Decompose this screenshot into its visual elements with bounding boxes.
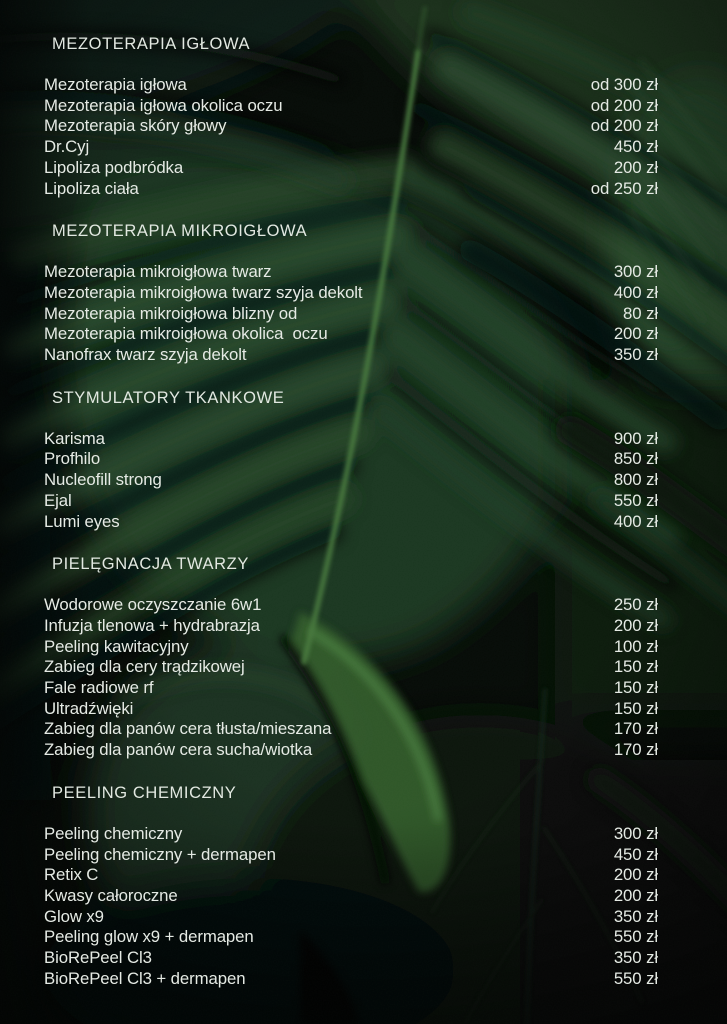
service-price: 200 zł (613, 324, 658, 344)
service-price: 200 zł (613, 885, 658, 905)
service-name: Fale radiowe rf (44, 678, 154, 698)
service-name: Peeling chemiczny + dermapen (44, 844, 276, 864)
price-row (44, 969, 658, 990)
price-row (44, 699, 658, 720)
service-price: od 200 zł (590, 116, 658, 136)
service-name: Mezoterapia igłowa (44, 75, 187, 94)
section-mezoterapia-mikroiglowa (44, 221, 658, 366)
price-row (44, 304, 658, 325)
service-name: Lipoliza ciała (44, 178, 139, 198)
service-price: 200 zł (613, 157, 658, 177)
price-row (44, 158, 658, 179)
service-name: Zabieg dla panów cera sucha/wiotka (44, 740, 313, 760)
price-row (44, 470, 658, 491)
price-row (44, 616, 658, 637)
section-title: MEZOTERAPIA IGŁOWA (52, 35, 251, 53)
price-row (44, 927, 658, 948)
service-price: 350 zł (613, 345, 658, 365)
service-price: 200 zł (613, 615, 658, 635)
price-row (44, 678, 658, 699)
section-stymulatory-tkankowe (44, 388, 658, 533)
price-row (44, 137, 658, 158)
price-row (44, 449, 658, 470)
section-title: MEZOTERAPIA MIKROIGŁOWA (52, 222, 308, 241)
service-price: od 200 zł (590, 95, 658, 115)
service-price: 350 zł (613, 948, 658, 968)
service-name: Zabieg dla panów cera tłusta/mieszana (44, 719, 332, 739)
price-row (44, 324, 658, 345)
service-price: 400 zł (613, 282, 658, 302)
service-price: 800 zł (613, 470, 658, 490)
service-name: Kwasy całoroczne (44, 885, 178, 905)
service-name: Karisma (44, 428, 105, 448)
section-rows (44, 595, 658, 761)
service-price: 150 zł (613, 678, 658, 698)
service-name: Mezoterapia igłowa okolica oczu (44, 95, 283, 115)
service-name: Mezoterapia mikroigłowa okolica oczu (44, 324, 328, 344)
section-title: PIELĘGNACJA TWARZY (52, 555, 249, 574)
service-price: 300 zł (613, 262, 658, 282)
price-row (44, 595, 658, 616)
price-row (44, 75, 658, 96)
service-name: Mezoterapia mikroigłowa twarz (44, 262, 272, 282)
price-row (44, 429, 658, 450)
price-row (44, 345, 658, 366)
price-row (44, 96, 658, 117)
service-name: Dr.Cyj (44, 137, 90, 157)
service-name: Zabieg dla cery trądzikowej (44, 657, 245, 677)
price-row (44, 179, 658, 200)
service-name: Glow x9 (44, 906, 104, 926)
service-price: 550 zł (613, 968, 658, 988)
service-price: 80 zł (623, 303, 658, 323)
service-price: 200 zł (613, 865, 658, 885)
service-price: 250 zł (613, 595, 658, 615)
price-row (44, 948, 658, 969)
section-mezoterapia-iglowa (44, 34, 658, 199)
service-price: 350 zł (613, 906, 658, 926)
price-row (44, 637, 658, 658)
service-price: 850 zł (613, 449, 658, 469)
price-row (44, 262, 658, 283)
service-name: Peeling kawitacyjny (44, 636, 189, 656)
price-row (44, 886, 658, 907)
service-price: 170 zł (613, 740, 658, 760)
section-rows (44, 75, 658, 199)
service-name: Lipoliza podbródka (44, 157, 184, 177)
service-name: Ejal (44, 490, 72, 510)
price-row (44, 740, 658, 761)
service-price: 550 zł (613, 927, 658, 947)
service-price: od 300 zł (590, 75, 658, 94)
service-price: 900 zł (613, 428, 658, 448)
section-rows (44, 262, 658, 366)
price-row (44, 116, 658, 137)
service-price: 450 zł (613, 137, 658, 157)
service-name: Ultradźwięki (44, 698, 134, 718)
price-row (44, 512, 658, 533)
service-name: Mezoterapia skóry głowy (44, 116, 227, 136)
service-price: 150 zł (613, 698, 658, 718)
service-price: 550 zł (613, 490, 658, 510)
service-name: Wodorowe oczyszczanie 6w1 (44, 595, 262, 615)
service-name: Profhilo (44, 449, 101, 469)
service-price: 170 zł (613, 719, 658, 739)
section-peeling-chemiczny (44, 783, 658, 990)
service-name: Peeling chemiczny (44, 823, 183, 843)
price-row (44, 845, 658, 866)
service-price: od 250 zł (590, 178, 658, 198)
section-pielegnacja-twarzy (44, 554, 658, 761)
service-price: 150 zł (613, 657, 658, 677)
section-rows (44, 824, 658, 990)
service-price: 100 zł (613, 636, 658, 656)
service-name: Lumi eyes (44, 511, 120, 531)
service-name: Nanofrax twarz szyja dekolt (44, 345, 247, 365)
service-name: BioRePeel Cl3 (44, 948, 152, 968)
section-rows (44, 429, 658, 533)
price-row (44, 719, 658, 740)
price-row (44, 865, 658, 886)
service-price: 450 zł (613, 844, 658, 864)
price-row (44, 657, 658, 678)
price-row (44, 907, 658, 928)
service-name: BioRePeel Cl3 + dermapen (44, 968, 246, 988)
service-name: Mezoterapia mikroigłowa blizny od (44, 303, 298, 323)
service-price: 400 zł (613, 511, 658, 531)
section-title: STYMULATORY TKANKOWE (52, 388, 285, 407)
service-name: Retix C (44, 865, 99, 885)
price-row (44, 824, 658, 845)
section-title: PEELING CHEMICZNY (52, 783, 237, 802)
price-row (44, 491, 658, 512)
service-name: Peeling glow x9 + dermapen (44, 927, 254, 947)
service-name: Mezoterapia mikroigłowa twarz szyja dekolt (44, 282, 363, 302)
service-name: Infuzja tlenowa + hydrabrazja (44, 615, 260, 635)
service-name: Nucleofill strong (44, 470, 162, 490)
service-price: 300 zł (613, 823, 658, 843)
price-row (44, 283, 658, 304)
